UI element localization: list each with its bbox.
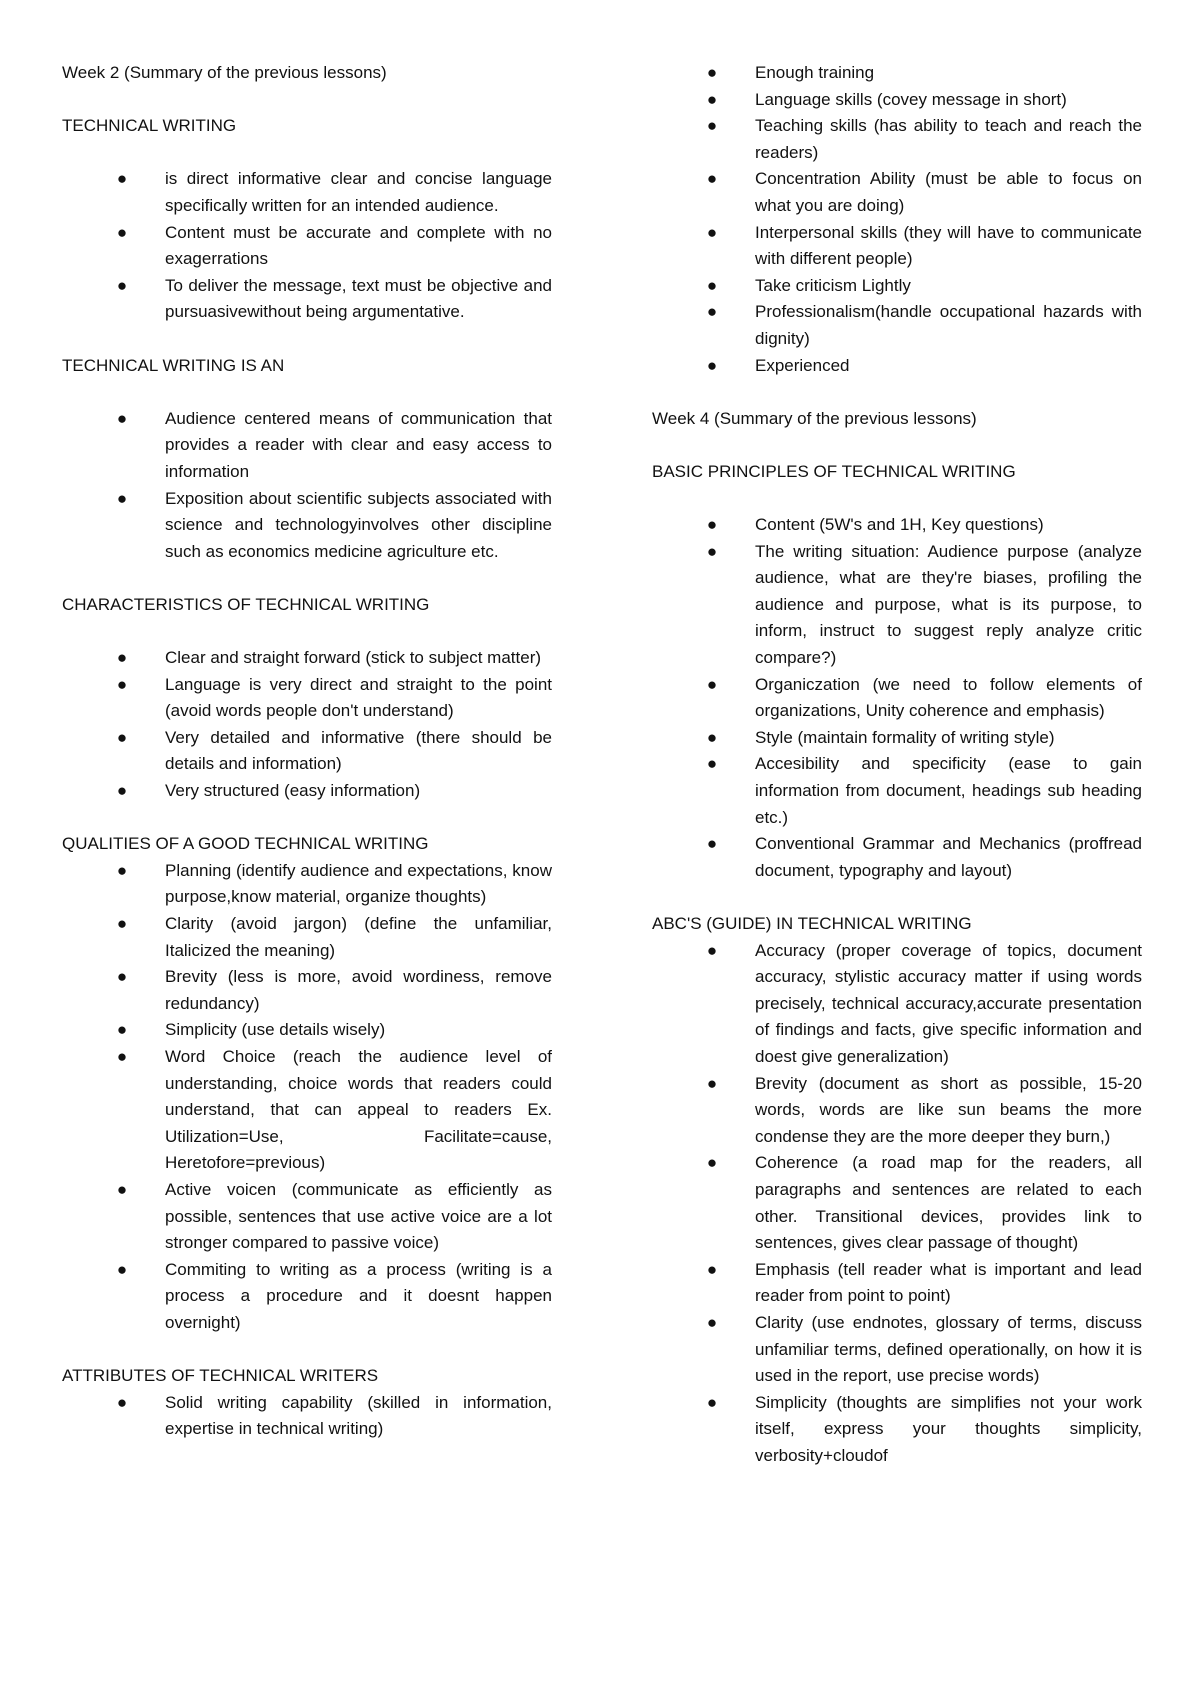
bullet-icon: ● <box>706 1259 718 1279</box>
list-item: ● Interpersonal skills (they will have to communicate with different people) <box>652 220 1142 273</box>
bullet-icon: ● <box>116 967 128 987</box>
list-item: ● Concentration Ability (must be able to focus on what you are doing) <box>652 166 1142 219</box>
bullet-icon: ● <box>116 674 128 694</box>
list-item: ● Very structured (easy information) <box>62 778 552 805</box>
list-item: ● Accuracy (proper coverage of topics, document accuracy, stylistic accuracy matter if using words precisely, technical accuracy,accurate presentation of findings and facts, give specific information and doest give generalization) <box>652 938 1142 1071</box>
list-item: ● is direct informative clear and concise language specifically written for an intended audience. <box>62 166 552 219</box>
bullet-icon: ● <box>116 781 128 801</box>
list-item: ● Active voicen (communicate as efficiently as possible, sentences that use active voice are a lot stronger compared to passive voice) <box>62 1177 552 1257</box>
list-item: ● Exposition about scientific subjects associated with science and technologyinvolves other discipline such as economics medicine agriculture etc. <box>62 486 552 566</box>
list-item: ● Conventional Grammar and Mechanics (proffread document, typography and layout) <box>652 831 1142 884</box>
list-item: ● Organiczation (we need to follow elements of organizations, Unity coherence and emphasis) <box>652 672 1142 725</box>
list-item: ● Simplicity (thoughts are simplifies not your work itself, express your thoughts simplicity, verbosity+cloudof <box>652 1390 1142 1470</box>
list-item: ● Enough training <box>652 60 1142 87</box>
section-qualities <box>62 831 552 1336</box>
list-item: ● Style (maintain formality of writing style) <box>652 725 1142 752</box>
bullet-icon: ● <box>116 860 128 880</box>
bullet-icon: ● <box>706 834 718 854</box>
bullet-icon: ● <box>116 1259 128 1279</box>
bullet-icon: ● <box>706 302 718 322</box>
list-item: ● Experienced <box>652 353 1142 380</box>
list-item: ● Audience centered means of communication that provides a reader with clear and easy access to information <box>62 406 552 486</box>
list-item: ● Clarity (avoid jargon) (define the unfamiliar, Italicized the meaning) <box>62 911 552 964</box>
bullet-icon: ● <box>116 222 128 242</box>
list-item: ● Commiting to writing as a process (writing is a process a procedure and it doesnt happen overnight) <box>62 1257 552 1337</box>
list-item: ● Professionalism(handle occupational hazards with dignity) <box>652 299 1142 352</box>
list-item: ● Brevity (less is more, avoid wordiness, remove redundancy) <box>62 964 552 1017</box>
bullet-icon: ● <box>116 408 128 428</box>
list-item: ● Content (5W's and 1H, Key questions) <box>652 512 1142 539</box>
bullet-icon: ● <box>116 1046 128 1066</box>
list-item: ● Take criticism Lightly <box>652 273 1142 300</box>
week2-title: Week 2 (Summary of the previous lessons) <box>62 63 387 82</box>
list-item: ● Teaching skills (has ability to teach and reach the readers) <box>652 113 1142 166</box>
bullet-icon: ● <box>706 89 718 109</box>
bullet-icon: ● <box>116 1179 128 1199</box>
bullet-icon: ● <box>116 1392 128 1412</box>
right-column <box>652 60 1142 1469</box>
bullet-icon: ● <box>706 1153 718 1173</box>
section-heading: ATTRIBUTES OF TECHNICAL WRITERS <box>62 1366 379 1386</box>
list-item: ● Clear and straight forward (stick to subject matter) <box>62 645 552 672</box>
bullet-icon: ● <box>706 355 718 375</box>
section-heading: QUALITIES OF A GOOD TECHNICAL WRITING <box>62 834 429 854</box>
bullet-icon: ● <box>116 169 128 189</box>
list-item: ● Language skills (covey message in short) <box>652 87 1142 114</box>
section-abcs <box>652 911 1142 1469</box>
bullet-icon: ● <box>706 275 718 295</box>
bullet-icon: ● <box>116 488 128 508</box>
week4-title: Week 4 (Summary of the previous lessons) <box>652 408 977 428</box>
bullet-icon: ● <box>706 541 718 561</box>
bullet-icon: ● <box>706 169 718 189</box>
list-item: ● The writing situation: Audience purpose (analyze audience, what are they're biases, profiling the audience and purpose, what is its purpose, to inform, instruct to suggest reply analyze critic compare?) <box>652 539 1142 672</box>
section-heading: TECHNICAL WRITING <box>62 116 237 136</box>
bullet-icon: ● <box>116 1020 128 1040</box>
list-item: ● Simplicity (use details wisely) <box>62 1017 552 1044</box>
bullet-icon: ● <box>706 222 718 242</box>
list-item: ● Very detailed and informative (there should be details and information) <box>62 725 552 778</box>
list-item: ● Planning (identify audience and expectations, know purpose,know material, organize thoughts) <box>62 858 552 911</box>
bullet-icon: ● <box>706 63 718 82</box>
bullet-icon: ● <box>706 1312 718 1332</box>
section-basic-principles <box>652 459 1142 885</box>
section-attributes-continued <box>652 60 1142 379</box>
list-item: ● Coherence (a road map for the readers, all paragraphs and sentences are related to each other. Transitional devices, provides link to sentences, gives clear passage of thought) <box>652 1150 1142 1256</box>
list-item: ● Accesibility and specificity (ease to gain information from document, headings sub heading etc.) <box>652 751 1142 831</box>
list-item: ● Solid writing capability (skilled in information, expertise in technical writing) <box>62 1390 552 1443</box>
section-heading: ABC'S (GUIDE) IN TECHNICAL WRITING <box>652 914 972 933</box>
bullet-icon: ● <box>706 940 718 960</box>
list-item: ● Language is very direct and straight to the point (avoid words people don't understand) <box>62 672 552 725</box>
bullet-icon: ● <box>116 648 128 668</box>
section-attributes <box>62 1363 552 1443</box>
list-item: ● Clarity (use endnotes, glossary of terms, discuss unfamiliar terms, defined operationally, on how it is used in the report, use precise words) <box>652 1310 1142 1390</box>
bullet-icon: ● <box>706 1073 718 1093</box>
list-item: ● To deliver the message, text must be objective and pursuasivewithout being argumentative. <box>62 273 552 326</box>
list-item: ● Emphasis (tell reader what is important and lead reader from point to point) <box>652 1257 1142 1310</box>
bullet-icon: ● <box>706 116 718 136</box>
section-characteristics <box>62 592 552 805</box>
bullet-icon: ● <box>706 515 718 535</box>
left-column <box>62 60 552 1443</box>
list-item: ● Word Choice (reach the audience level of understanding, choice words that readers could understand, that can appeal to readers Ex. Utilization=Use, Facilitate=cause, Heretofore=previous) <box>62 1044 552 1177</box>
section-heading: TECHNICAL WRITING IS AN <box>62 355 285 375</box>
section-technical-writing-is-an <box>62 353 552 566</box>
bullet-icon: ● <box>706 1392 718 1412</box>
bullet-icon: ● <box>706 754 718 774</box>
list-item: ● Brevity (document as short as possible, 15-20 words, words are like sun beams the more condense they are the more deeper they burn,) <box>652 1071 1142 1151</box>
bullet-icon: ● <box>706 674 718 694</box>
section-heading: CHARACTERISTICS OF TECHNICAL WRITING <box>62 594 430 614</box>
bullet-icon: ● <box>706 727 718 747</box>
section-technical-writing <box>62 113 552 326</box>
bullet-icon: ● <box>116 275 128 295</box>
list-item: ● Content must be accurate and complete with no exagerrations <box>62 220 552 273</box>
section-heading: BASIC PRINCIPLES OF TECHNICAL WRITING <box>652 461 1016 481</box>
bullet-icon: ● <box>116 727 128 747</box>
bullet-icon: ● <box>116 914 128 933</box>
